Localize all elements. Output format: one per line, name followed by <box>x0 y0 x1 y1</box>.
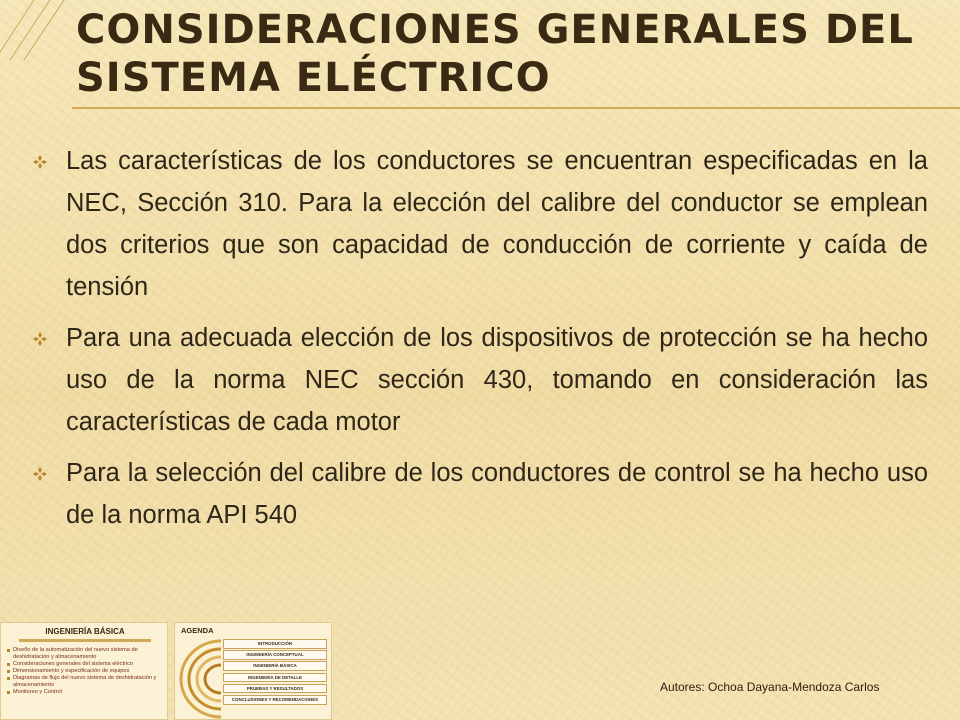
bullet-item <box>30 140 928 308</box>
agenda-item: INGENIERÍA DE DETALLE <box>223 673 327 683</box>
thumbnail-title-bar <box>19 639 151 642</box>
thumbnail-list-item <box>7 689 163 696</box>
thumbnail-agenda[interactable] <box>174 622 332 720</box>
bullet-dot-icon <box>7 649 10 652</box>
thumbnail-item-text: Consideraciones generales del sistema eléctrico <box>13 661 134 667</box>
bullet-item <box>30 452 928 536</box>
four-diamond-bullet-icon <box>32 466 48 482</box>
agenda-item: CONCLUSIONES Y RECOMENDACIONES <box>223 695 327 705</box>
agenda-item: PRUEBAS Y RESULTADOS <box>223 684 327 694</box>
thumbnail-item-text: Diseño de la automatización del nuevo sistema de deshidratación y almacenamiento <box>13 647 138 660</box>
title-underline <box>72 107 960 109</box>
four-diamond-bullet-icon <box>32 154 48 170</box>
thumbnail-item-text: Monitoreo y Control <box>13 689 62 695</box>
thumbnail-list-item <box>7 668 163 675</box>
slide-title: CONSIDERACIONES GENERALES DEL SISTEMA ELÉCTRICO <box>76 7 914 101</box>
thumbnail-item-text: Dimensionamiento y especificación de equipos <box>13 668 130 674</box>
four-diamond-bullet-icon <box>32 331 48 347</box>
agenda-item: INGENIERÍA CONCEPTUAL <box>223 650 327 660</box>
thumbnail-item-text: Diagramas de flujo del nuevo sistema de deshidratación y almacenamiento <box>13 675 157 688</box>
thumbnail-list-item <box>7 647 163 661</box>
bullet-item <box>30 317 928 443</box>
thumbnail-title: AGENDA <box>181 626 214 635</box>
agenda-item: INTRODUCCIÓN <box>223 639 327 649</box>
corner-decoration <box>0 0 70 60</box>
bullet-list <box>30 140 928 545</box>
thumbnail-title: INGENIERÍA BÁSICA <box>45 627 125 636</box>
bullet-text: Las características de los conductores se encuentran especificadas en la NEC, Sección 310. Para la elección del calibre del conductor se emplean dos criterios que son capacidad de conducción de corriente y caída de tensión <box>66 147 928 301</box>
agenda-item: INGENIERÍA BÁSICA <box>223 661 327 671</box>
bullet-dot-icon <box>7 677 10 680</box>
agenda-list <box>223 639 327 706</box>
bullet-dot-icon <box>7 691 10 694</box>
authors-footer: Autores: Ochoa Dayana-Mendoza Carlos <box>660 680 880 694</box>
bullet-text: Para la selección del calibre de los conductores de control se ha hecho uso de la norma API 540 <box>66 459 928 529</box>
thumbnail-list-item <box>7 675 163 689</box>
bullet-dot-icon <box>7 663 10 666</box>
thumbnail-list <box>7 647 163 696</box>
thumbnail-ingenieria-basica[interactable] <box>0 622 168 720</box>
bullet-dot-icon <box>7 670 10 673</box>
thumbnail-list-item <box>7 661 163 668</box>
bullet-text: Para una adecuada elección de los dispositivos de protección se ha hecho uso de la norma NEC sección 430, tomando en consideración las características de cada motor <box>66 324 928 436</box>
